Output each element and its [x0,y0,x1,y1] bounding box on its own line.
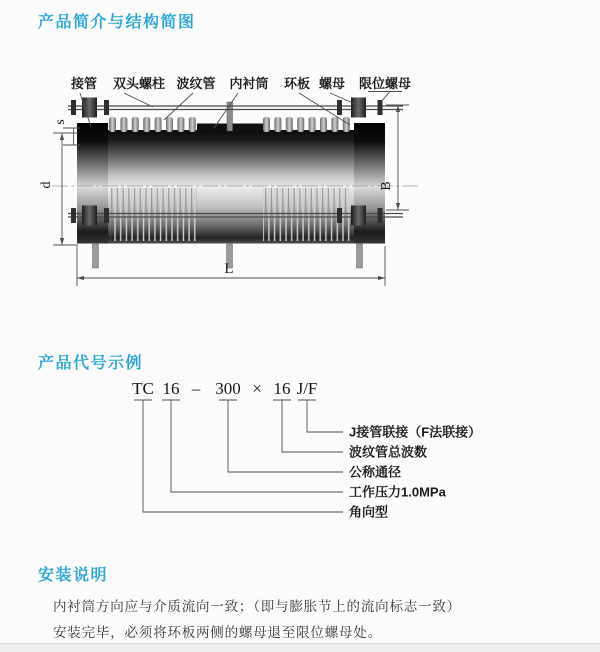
dim-label-s: s [53,119,68,125]
dim-arrow [77,276,84,280]
bellows-convolution [309,117,316,132]
part-label-shuangtouluozhu: 双头螺柱 [112,76,166,91]
bellows-convolution [132,117,139,132]
bellows-convolution [166,117,173,132]
callout-label-connection: J接管联接（F法联接） [349,424,482,440]
nut [104,208,109,223]
nut [71,208,76,223]
code-callout-lines [134,400,343,512]
installation-notes [53,594,553,646]
bellows-top-left [109,117,196,132]
bellows-convolution [263,117,270,132]
part-label-luomu: 螺母 [318,76,346,91]
dim-arrow [396,203,400,210]
dim-label-L: L [224,261,234,277]
bellows-convolution [189,117,196,132]
bellows-stripes-dark [263,188,350,214]
code-segment-times: × [252,379,262,398]
callout-label-waves: 波纹管总波数 [349,444,428,460]
dimension-d [39,133,78,245]
callout-label-type: 角向型 [349,504,389,520]
bellows-convolution [331,117,338,132]
nut [337,208,342,223]
dim-label-d: d [39,181,54,189]
nut [337,100,342,115]
page-bottom-strip [0,643,600,652]
bellows-convolution [155,117,162,132]
part-label-neichentong: 内衬筒 [229,76,269,91]
bellows-stripes-dark [110,188,197,214]
leader-shuangtouluozhu [124,93,153,107]
bellows-top-right [263,117,350,132]
install-section-heading: 安装说明 [38,567,109,584]
limit-nut [378,100,383,115]
code-segment-dash: – [191,379,201,398]
intro-section-heading: 产品简介与结构简图 [38,14,196,31]
dim-arrow [378,276,385,280]
nut [104,100,109,115]
nut-large [82,206,97,226]
structure-diagram [0,60,600,305]
dimension-s [53,119,80,145]
bellows-convolution [320,117,327,132]
callout-line-pressure [162,400,343,492]
leader-neichentong [214,93,238,128]
code-segment-type: TC [132,379,154,398]
bellows-convolution [274,117,281,132]
dim-label-B: B [379,181,394,191]
dim-arrow [60,133,64,140]
part-label-huanban: 环板 [283,76,311,91]
stud-bottom-left [93,244,99,268]
bellows-convolution [143,117,150,132]
bellows-convolution [109,117,116,132]
nut-large [351,98,366,118]
bellows-bottom-left [110,188,197,241]
callout-line-type [134,400,343,512]
install-line-1: 内衬筒方向应与介质流向一致；（即与膨胀节上的流向标志一致） [53,599,461,614]
callout-label-diameter: 公称通径 [349,464,402,480]
pipe-end-cap-left [77,123,108,186]
stud-bottom-right [357,244,363,268]
bellows-bottom-right [263,188,350,241]
code-segment-waves: 16 [273,379,291,398]
code-section-heading: 产品代号示例 [38,355,144,372]
install-line-2: 安装完毕，必须将环板两侧的螺母退至限位螺母处。 [53,625,382,640]
callout-label-pressure: 工作压力1.0MPa [349,484,446,500]
bellows-convolution [286,117,293,132]
part-label-jieguan: 接管 [70,76,98,91]
product-code-diagram [0,372,600,537]
part-label-bowenguan: 波纹管 [176,76,216,91]
callout-line-connection [298,400,343,432]
code-segment-connection: J/F [296,379,318,398]
nut-large [351,206,366,226]
part-label-xianweiluomu: 限位螺母 [358,76,412,91]
pipe-end-cap-right [354,123,385,186]
code-segment-pressure: 16 [162,379,180,398]
nut [71,100,76,115]
callout-line-waves [273,400,343,452]
code-segment-diameter: 300 [215,379,241,398]
dim-arrow [60,238,64,245]
bellows-convolution [177,117,184,132]
callout-line-diameter [219,400,343,472]
expansion-joint-body-top [77,130,385,186]
leader-xianweiluomu [368,92,402,103]
bellows-convolution [120,117,127,132]
limit-nut [378,208,383,223]
bellows-convolution [297,117,304,132]
